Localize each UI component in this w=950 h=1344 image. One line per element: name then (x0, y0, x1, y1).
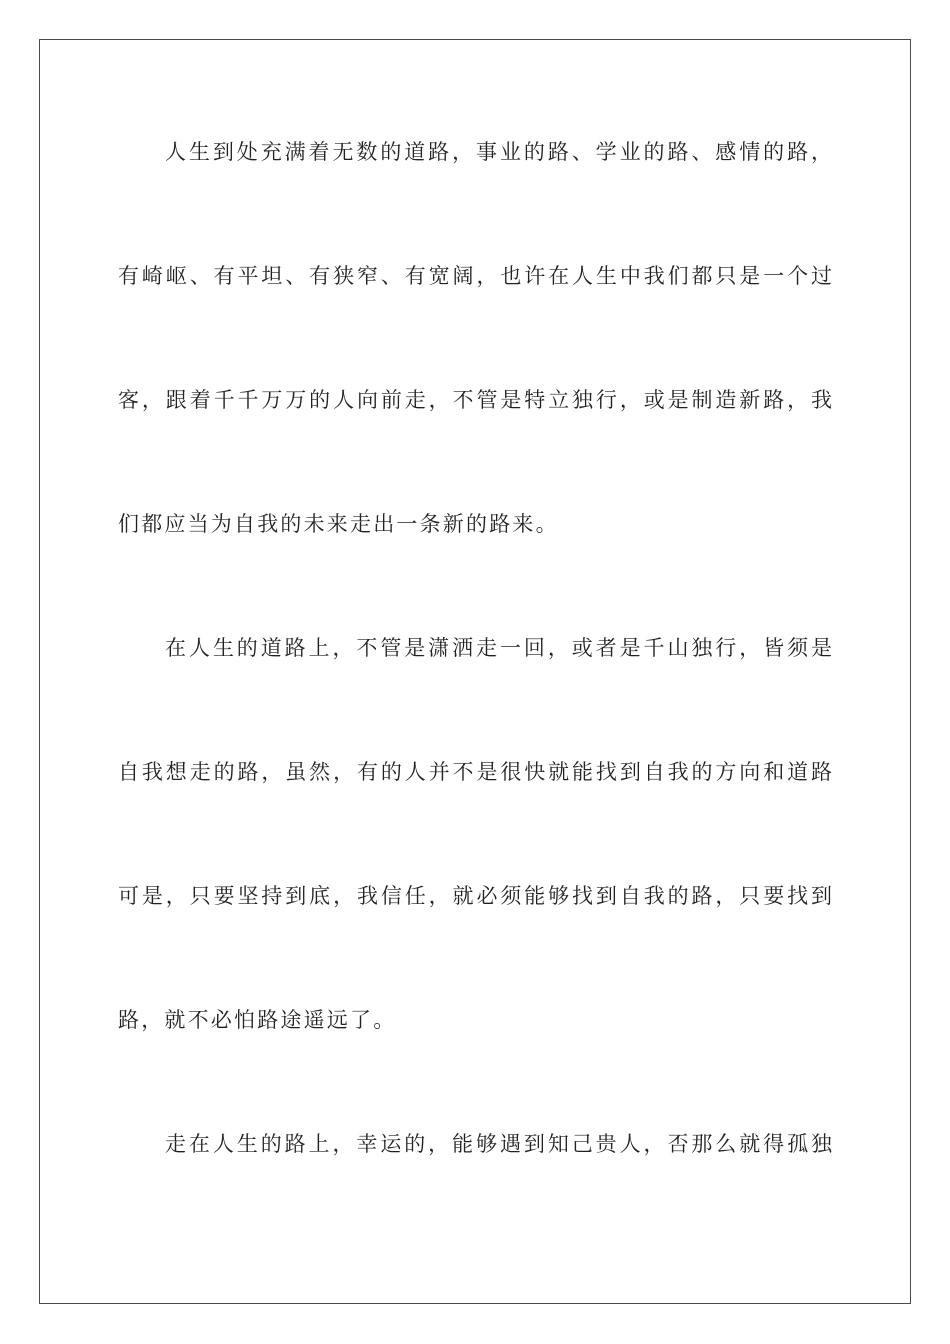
paragraph-2-line-1: 在人生的道路上，不管是潇洒走一回，或者是千山独行，皆须是 (165, 636, 832, 660)
page-border (39, 39, 911, 1304)
paragraph-1-line-1: 人生到处充满着无数的道路，事业的路、学业的路、感情的路， (165, 140, 832, 164)
paragraph-3-line-1: 走在人生的路上，幸运的，能够遇到知己贵人，否那么就得孤独 (165, 1132, 832, 1156)
paragraph-2-line-2: 自我想走的路，虽然，有的人并不是很快就能找到自我的方向和道路 (118, 760, 832, 784)
paragraph-1-line-2: 有崎岖、有平坦、有狭窄、有宽阔，也许在人生中我们都只是一个过 (118, 264, 832, 288)
paragraph-1-line-4: 们都应当为自我的未来走出一条新的路来。 (118, 512, 559, 536)
paragraph-1-line-3: 客，跟着千千万万的人向前走，不管是特立独行，或是制造新路，我 (118, 388, 832, 412)
paragraph-2-line-4: 路，就不必怕路途遥远了。 (118, 1008, 397, 1032)
paragraph-2-line-3: 可是，只要坚持到底，我信任，就必须能够找到自我的路，只要找到 (118, 884, 832, 908)
